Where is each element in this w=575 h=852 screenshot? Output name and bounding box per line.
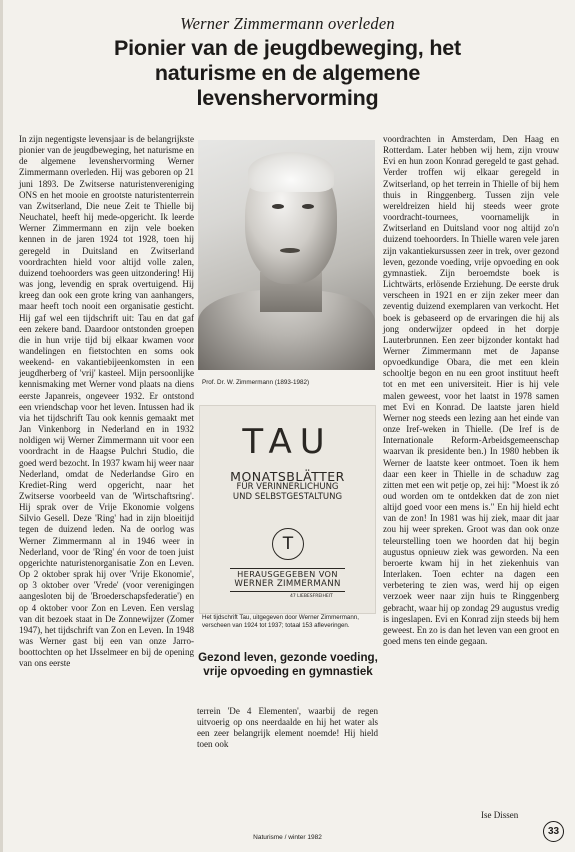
article-kicker: Werner Zimmermann overleden (180, 14, 395, 33)
section-subhead: Gezond leven, gezonde voeding, vrije opvoeding en gymnastiek (198, 651, 378, 678)
right-column-text: voordrachten in Amsterdam, Den Haag en Rotterdam. Later hebben wij hem, zijn vrouw Evi en hun zoon Konrad geregeld te gast gehad. Verder troffen wij elkaar geregeld in Zwitserland, op het terrein in Thielle of bij hem thuis in Ringgenberg. Tussen zijn vele wereldreizen hield hij steeds weer grote voordracht-tournees, voornamelijk in Zwitserland en Duitsland voor nog altijd zo'n duizend toehoorders. In Thielle waren vele jaren zijn vakantiekursussen zeer in trek, over gezond leven, gezonde voeding, vrije opvoeding en ook gymnastiek. Zijn beroemdste boek is Lichtwärts, erlösende Erziehung. De eerste druk verscheen in 1921 en er zijn zeker meer dan zeventig duizend exemplaren van verkocht. Het boek is gebaseerd op de ervaringen die hij als jong onderwijzer opdeed in het dorpje Lauterbrunnen. Een zeer bijzonder kontakt had Werner Zimmermann met de Japanse opvoedkundige Obara, die met een klein schooltje begon en nu een groot instituut heeft tot en met een universiteit. Hier is hij vele malen geweest, voor het laatst in 1978 samen met Evi en Konrad. De laatste jaren hield Werner nog steeds een lezing aan het einde van onze Iref-weken in Thielle. (De Iref is de Internationale Reform-Arbeidsgemeenschap waarvan ik presidente ben.) In 1980 hebben ik Werner de laatste keer ontmoet. Toen ik hem daar een keer in Thielle in de schaduw zag zitten met een wit petje op, zei hij: "Moest ik zó oud worden om te ontdekken dat de zon niet altijd goed voor een mens is." En hij hield echt van de zon! In 1981 was hij ziek, maar dit jaar zou hij weer spreken. Groot was dan ook onze teleurstelling toen we hoorden dat hij begin augustus opnieuw ziek was geworden. Na een beroerte kwam hij in het ziekenhuis van Interlaken. Toen echter na dagen een verbetering te zien was, werd hij op eigen verzoek weer naar zijn huis te Ringgenberg gebracht, waar hij op zondag 29 augustus vredig is ingeslapen. Evi en Konrad zijn steeds bij hem geweest. En zo is dan het leven van een groot en goed mens ten einde gegaan. (383, 134, 559, 647)
cover-publisher-line: HERAUSGEGEBEN VON (237, 569, 338, 579)
cover-subtitle-line: FÜR VERINNERLICHUNG (236, 482, 339, 492)
cover-caption: Het tijdschrift Tau, uitgegeven door Werner Zimmermann, verscheen van 1924 tot 1937; totaal 153 afleveringen. (202, 614, 359, 629)
cover-title: TAU (242, 422, 333, 462)
left-column-text: In zijn negentigste levensjaar is de belangrijkste pionier van de jeugdbeweging, het naturisme en de algemene levenshervorming Werner Zimmermann overleden. Hij was geboren op 21 juni 1893. De Zwitserse naturistenvereniging ONS en het mooie en grootste naturistenterrein van Zwitserland, Die neue Zeit te Thielle bij Neuchatel, heeft hij mede-opgericht. Ik leerde Werner Zimmermann en zijn vele boeken kennen in de jaren 1924 tot 1928, toen hij geregeld in Duitsland en Zwitserland voordrachten hield voor altijd volle zalen, duizend toehoorders was geen uitzondering! Hij was jong, levendig en sprak overtuigend. Hij kreeg dan ook een grote kring van aanhangers, maar heeft toch nooit een organisatie gesticht. Hij gaf wel een tijdschrift uit: Tau en dat gaf een zekere band. Daardoor ontstonden groepen die in hun vrije tijd bij elkaar kwamen voor wandelingen en fietstochten en soms ook weekend- en vakantiebijeenkomsten in een jeugdherberg of 'vrij' kasteel. Mijn persoonlijke kennismaking met Werner vond plaats na diens eerste Japanreis, ongeveer 1932. Er ontstond een vriendschap voor het leven. Intussen had ik via het tijdschrift Tau ook kennis gemaakt met Jan Vinkenborg in Nederland en in 1932 noldigen wij Werner Zimmermann uit voor een voordracht in de Haagse Pulchri Studio, die goed werd bezocht. In 1937 kwam hij weer naar Nederland, omdat de Nederlandse Giro en Krediet-Ring werd opgericht, naar het Zwitserse voorbeeld van de 'Wirtschaftsring'. Hij sprak over de Vrije Ekonomie volgens Silvio Gesell. Deze 'Ring' had in zijn bloeitijd tegen de duizend leden. Na de oorlog was Werner Zimmermann al in 1946 weer in Nederland, voor de 'Ring' én voor de toen juist opgerichte naturistenorganisatie Zon en Leven. Op 2 oktober sprak hij over 'Vrije Ekonomie', op 3 oktober over 'Vrede' (voor verenigingen aangesloten bij de 'Broederschapsfederatie') en op 4 oktober voor Zon en Leven. Een verslag van dit bezoek staat in De Zonnewijzer (Zomer 1947), het tijdschrift van Zon en Leven. In 1948 was Werner gast bij een van onze Jarro-boottochten op het IJsselmeer en bij de opening van ons eerste (19, 134, 194, 669)
page-edge (0, 0, 3, 852)
photo-eye (272, 204, 284, 209)
page-number: 33 (543, 821, 564, 842)
cover-logo-icon: T (272, 528, 304, 560)
portrait-photo (198, 140, 375, 370)
cover-footer: 47 LIEBESFREIHEIT (290, 594, 333, 599)
right-column (383, 134, 559, 647)
photo-caption: Prof. Dr. W. Zimmermann (1893-1982) (202, 379, 310, 386)
photo-hair (248, 152, 334, 192)
article-headline (30, 36, 545, 111)
left-column (19, 134, 194, 670)
photo-mouth (280, 248, 300, 253)
page-footer: Naturisme / winter 1982 (253, 834, 322, 841)
cover-publisher-line: WERNER ZIMMERMANN (234, 579, 341, 589)
photo-eye (302, 204, 314, 209)
cover-publisher (230, 568, 345, 592)
headline-line: levenshervorming (196, 86, 379, 110)
headline-line: Pionier van de jeugdbeweging, het (113, 36, 461, 60)
middle-column-text: terrein 'De 4 Elementen', waarbij de regen uitvoerig op ons neerdaalde en hij het water als een zeer belangrijk element noemde! Hij hield toen ook (197, 706, 378, 750)
cover-subtitle-line: UND SELBSTGESTALTUNG (232, 492, 343, 502)
cover-subtitle-line: MONATSBLÄTTER (230, 469, 345, 484)
headline-line: naturisme en de algemene (154, 61, 421, 85)
cover-subtitle (210, 469, 365, 502)
tau-magazine-cover (199, 405, 376, 614)
author-signature: Ise Dissen (481, 810, 519, 820)
